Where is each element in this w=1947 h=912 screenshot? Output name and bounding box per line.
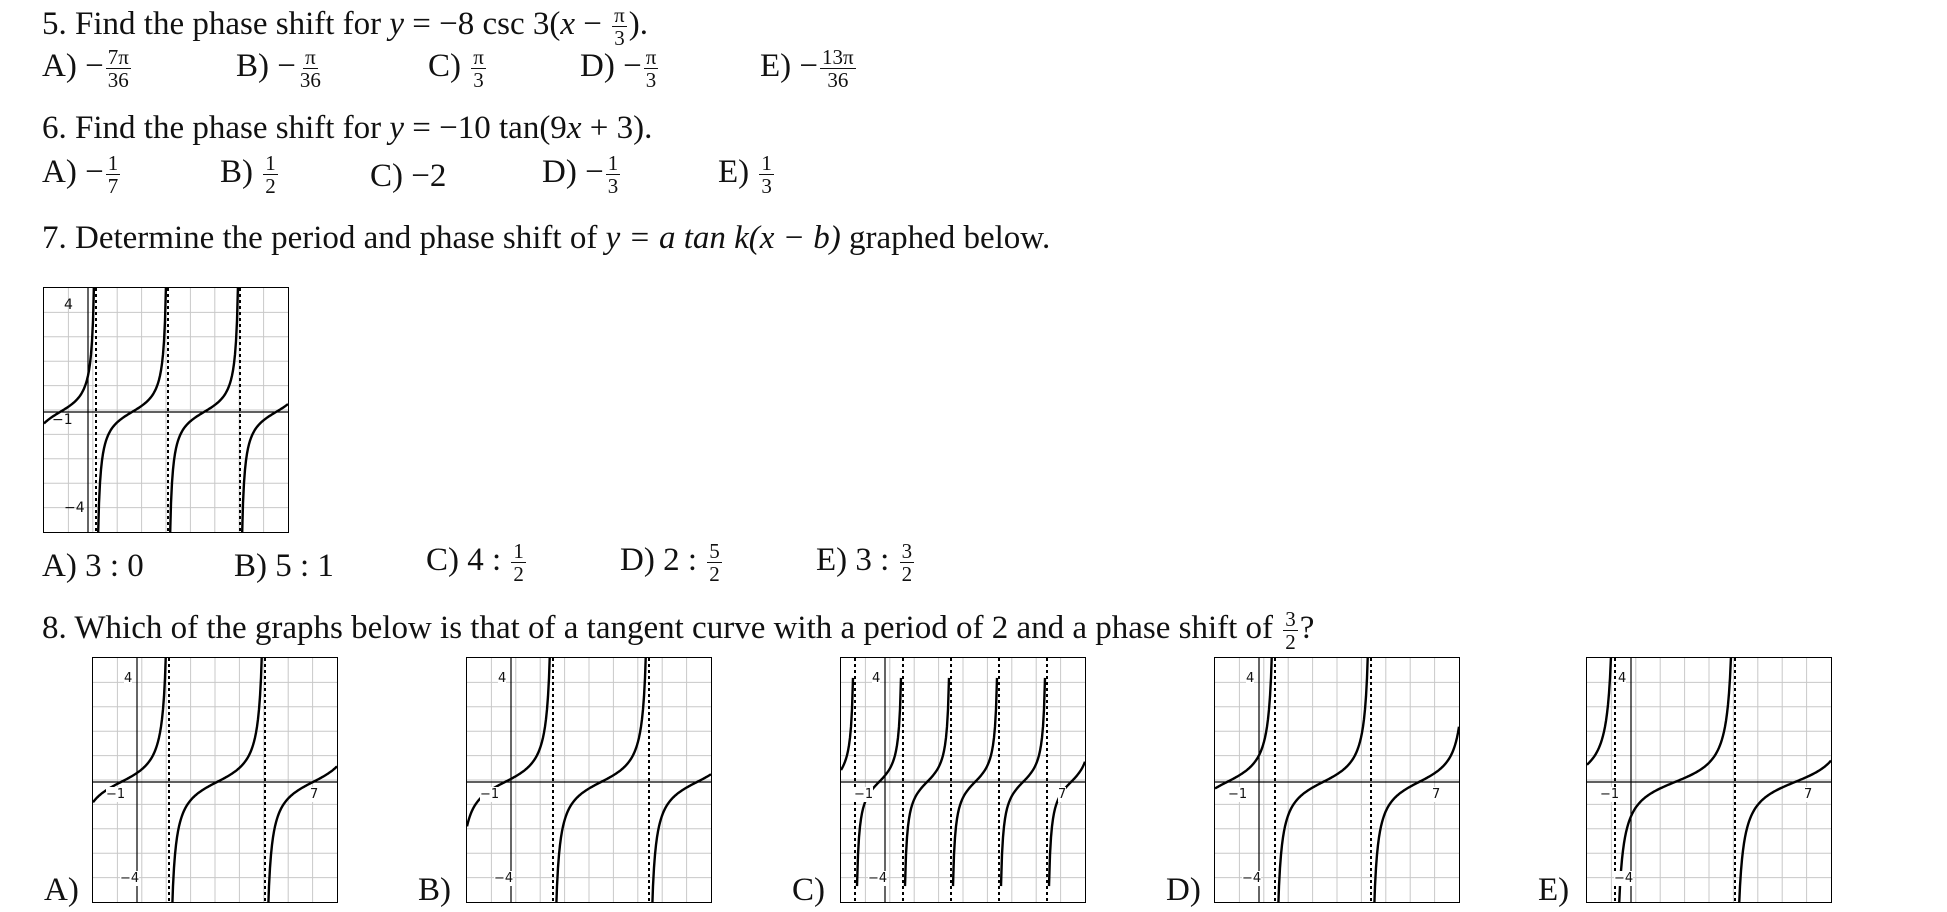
- q5-option-b[interactable]: B) − $\frac{\pi}{36}$: [236, 45, 321, 93]
- question-text: graphed below.: [848, 220, 1051, 256]
- question-7: [42, 220, 1050, 257]
- question-text: Find the phase shift for: [75, 110, 382, 146]
- graph-label-left: −1: [106, 787, 126, 802]
- q7-option-a[interactable]: A) 3 : 0: [42, 548, 144, 584]
- equation-part: = −8 csc 3(: [404, 6, 561, 43]
- q7-graph-label-mid: −1: [52, 412, 73, 428]
- q8-option-label[interactable]: E): [1538, 872, 1570, 908]
- graph-label-left: −1: [480, 787, 500, 802]
- question-number: 5.: [42, 6, 67, 43]
- q8-graph-option[interactable]: [840, 657, 1086, 903]
- question-text: Find the phase shift for: [75, 6, 382, 43]
- graph-label-right: 7: [1058, 787, 1067, 802]
- q5-option-a[interactable]: A) − $\frac{7\pi}{36}$: [42, 45, 129, 93]
- tangent-branch: [1374, 727, 1459, 902]
- q8-option-label[interactable]: B): [418, 872, 451, 908]
- q8-graph-option[interactable]: [1586, 657, 1832, 903]
- q8-option-label[interactable]: C): [792, 872, 825, 908]
- q7-option-e[interactable]: E) 3 : $\frac{3}{2}$: [816, 539, 913, 587]
- q7-graph-label-bottom: −4: [64, 500, 85, 516]
- q6-option-a[interactable]: A) − $\frac{1}{7}$: [42, 151, 119, 199]
- q8-graph-option[interactable]: [92, 657, 338, 903]
- equation-fraction: $\frac{\pi}{3}$: [614, 3, 625, 51]
- question-text: Which of the graphs below is that of a tangent curve with a period of 2 and a phase shift of: [74, 610, 1274, 647]
- question-text: Determine the period and phase shift of: [75, 220, 598, 256]
- graph-label-top: 4: [124, 671, 133, 686]
- graph-label-right: 7: [1432, 787, 1441, 802]
- question-number: 7.: [42, 220, 67, 256]
- equation: y = a tan k(x − b): [605, 220, 841, 256]
- question-number: 8.: [42, 610, 67, 647]
- graph-label-bottom: −4: [120, 871, 140, 886]
- graph-label-left: −1: [1228, 787, 1248, 802]
- equation-part: −: [575, 6, 611, 43]
- graph-label-top: 4: [1618, 671, 1627, 686]
- q7-graph: [43, 287, 289, 533]
- q6-option-e[interactable]: E) $\frac{1}{3}$: [718, 151, 772, 199]
- q7-option-d[interactable]: D) 2 : $\frac{5}{2}$: [620, 539, 720, 587]
- tangent-branch: [268, 766, 337, 902]
- equation-part: = −10 tan(9: [404, 110, 567, 146]
- phase-fraction: $\frac{3}{2}$: [1285, 607, 1296, 655]
- tangent-branch: [1587, 658, 1611, 765]
- tangent-branch: [652, 774, 711, 902]
- question-number: 6.: [42, 110, 67, 146]
- question-5: [42, 4, 648, 49]
- tangent-branch: [841, 678, 853, 770]
- equation-lhs: y: [389, 6, 405, 43]
- equation-var: x: [566, 110, 582, 146]
- equation-lhs: y: [389, 110, 405, 146]
- graph-label-bottom: −4: [1242, 871, 1262, 886]
- q8-graph-option[interactable]: [1214, 657, 1460, 903]
- q5-option-c[interactable]: C) $\frac{\pi}{3}$: [428, 45, 484, 93]
- q8-option-label[interactable]: A): [44, 872, 79, 908]
- graph-label-bottom: −4: [868, 871, 888, 886]
- question-8: 8. Which of the graphs below is that of a tangent curve with a period of 2 and a phase shift of $\frac{3}{2}$ ?: [42, 607, 1315, 655]
- graph-label-left: −1: [854, 787, 874, 802]
- graph-label-top: 4: [872, 671, 881, 686]
- graph-label-right: 7: [1804, 787, 1813, 802]
- graph-label-bottom: −4: [1614, 871, 1634, 886]
- equation-var: x: [560, 6, 576, 43]
- equation-part: ).: [628, 6, 649, 43]
- q6-option-d[interactable]: D) − $\frac{1}{3}$: [542, 151, 619, 199]
- q5-option-d[interactable]: D) − $\frac{\pi}{3}$: [580, 45, 657, 93]
- tangent-branch: [242, 404, 288, 532]
- q7-graph-label-top: 4: [64, 297, 73, 313]
- q8-graph-option[interactable]: [466, 657, 712, 903]
- q8-option-label[interactable]: D): [1166, 872, 1201, 908]
- question-6: [42, 110, 652, 147]
- graph-label-left: −1: [1600, 787, 1620, 802]
- graph-label-top: 4: [1246, 671, 1255, 686]
- graph-label-bottom: −4: [494, 871, 514, 886]
- graph-label-right: 7: [310, 787, 319, 802]
- q6-option-b[interactable]: B) $\frac{1}{2}$: [220, 151, 276, 199]
- q7-option-c[interactable]: C) 4 : $\frac{1}{2}$: [426, 539, 524, 587]
- q5-option-e[interactable]: E) − $\frac{13\pi}{36}$: [760, 45, 854, 93]
- equation-part: + 3).: [581, 110, 653, 146]
- graph-label-top: 4: [498, 671, 507, 686]
- q6-option-c[interactable]: C) −2: [370, 158, 447, 194]
- q7-option-b[interactable]: B) 5 : 1: [234, 548, 334, 584]
